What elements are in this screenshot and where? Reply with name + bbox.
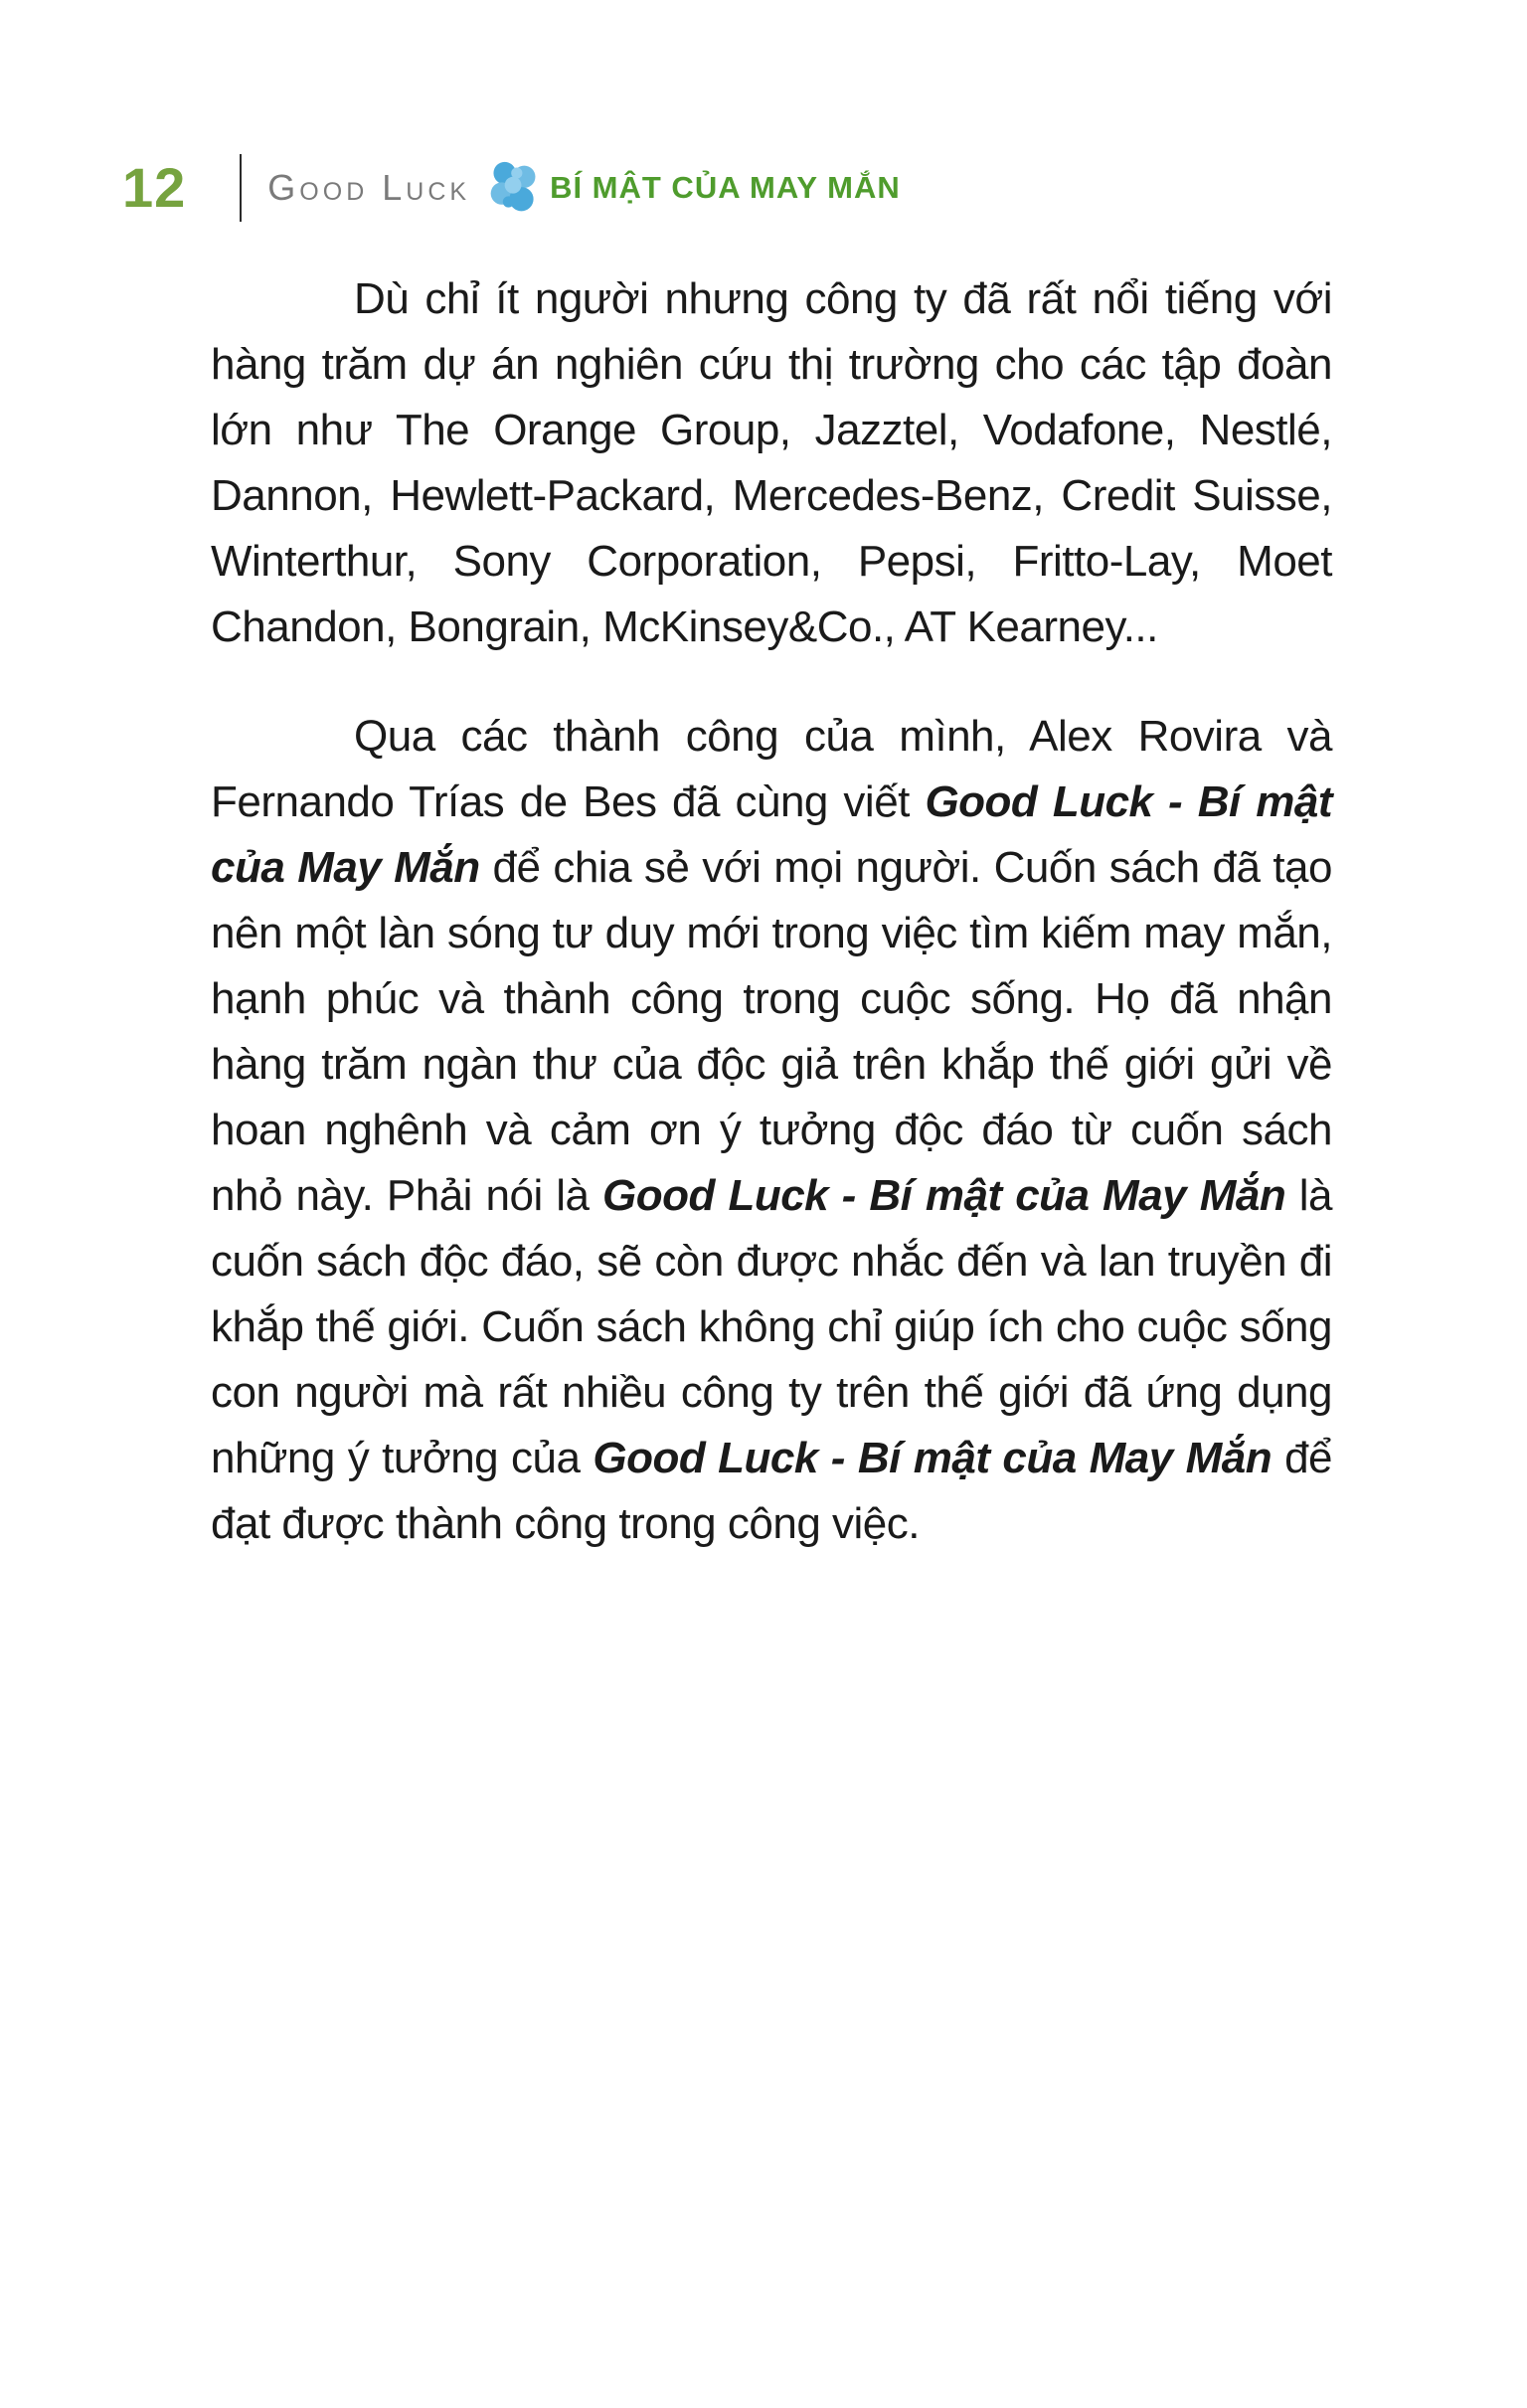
book-title-emphasis: Good Luck - Bí mật của May Mắn — [211, 777, 1332, 892]
book-title-emphasis: Good Luck - Bí mật của May Mắn — [602, 1171, 1286, 1220]
running-book-title: Good Luck — [267, 167, 471, 208]
running-subtitle: BÍ MẬT CỦA MAY MẮN — [550, 169, 901, 205]
paragraph — [211, 266, 1332, 660]
text-run: để chia sẻ với mọi người. Cuốn sách đã tạo nên một làn sóng tư duy mới trong việc tìm kiếm may mắn, hạnh phúc và thành công trong cuộc sống. Họ đã nhận hàng trăm ngàn thư của độc giả trên khắp thế giới gửi về hoan nghênh và cảm ơn ý tưởng độc đáo từ cuốn sách nhỏ này. Phải nói là — [211, 843, 1332, 1220]
text-run: Dù chỉ ít người nhưng công ty đã rất nổi tiếng với hàng trăm dự án nghiên cứu thị trường cho các tập đoàn lớn như The Orange Group, Jazztel, Vodafone, Nestlé, Dannon, Hewlett-Packard, Mercedes-Benz, Credit Suisse, Winterthur, Sony Corporation, Pepsi, Fritto-Lay, Moet Chandon, Bongrain, McKinsey&Co., AT Kearney... — [211, 274, 1332, 651]
text-run: là cuốn sách độc đáo, sẽ còn được nhắc đến và lan truyền đi khắp thế giới. Cuốn sách không chỉ giúp ích cho cuộc sống con người mà rất nhiều công ty trên thế giới đã ứng dụng những ý tưởng của — [211, 1171, 1332, 1482]
text-run: để đạt được thành công trong công việc. — [211, 1434, 1333, 1548]
page-number: 12 — [122, 156, 187, 219]
book-title-emphasis: Good Luck - Bí mật của May Mắn — [593, 1434, 1272, 1482]
paragraph — [211, 704, 1332, 1557]
header-divider — [240, 154, 242, 222]
page-body — [211, 266, 1332, 1601]
page-header — [122, 149, 901, 227]
clover-icon — [486, 159, 542, 217]
text-run: Qua các thành công của mình, Alex Rovira và Fernando Trías de Bes đã cùng viết — [211, 712, 1332, 826]
